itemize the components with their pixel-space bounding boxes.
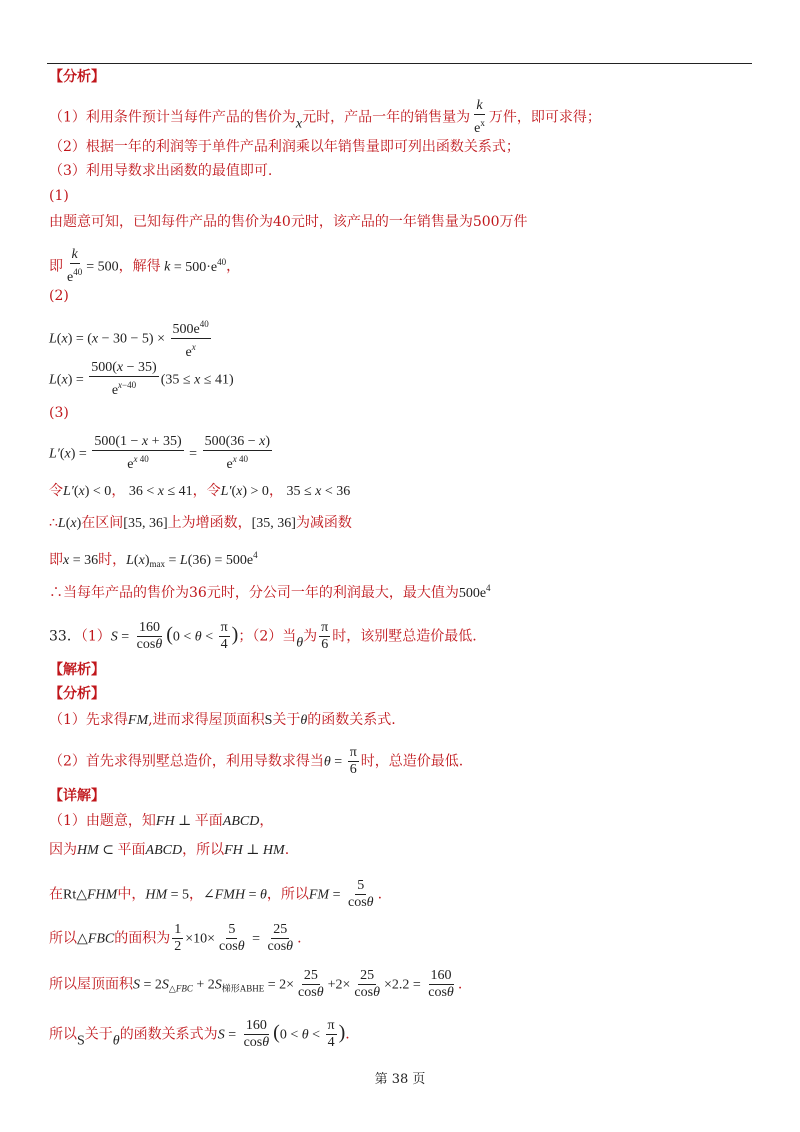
- profit-expression: L(x) = (x − 30 − 5) × $\frac{500e^{40}}{e^x}$: [49, 316, 213, 361]
- derivative-expression: L′(x) = $\frac{500(1 - x + 35)}{e^{x 40}}$ = $\frac{500(36 - x)}{e^{x 40}}$: [49, 434, 271, 472]
- detail-step-1: （1）由题意，知FH ⊥ 平面ABCD，: [49, 813, 274, 829]
- analysis-heading-2: 【分析】: [49, 686, 105, 702]
- analysis-step-2: （2）首先求得别墅总造价，利用导数求得当θ = $\frac{\pi}{6}$ 时，总造价最低.: [49, 745, 464, 777]
- detail-step-5: 所以屋顶面积$S = 2S_{\triangle FBC} + 2S_{梯形ABHE} = 2\times$ $\frac{25}{\cos\theta}$ +2× $\frac{25}{\cos\theta}$ ×2.2 = $\frac{160}{\cos\theta}$ .: [49, 968, 463, 1000]
- page-number: 第 38 页: [374, 1072, 426, 1087]
- detail-heading: 【详解】: [49, 788, 105, 804]
- analysis-step-1: （1）先求得FM,进而求得屋顶面积S关于θ的函数关系式.: [49, 712, 396, 728]
- part-2-label: (2): [49, 288, 69, 304]
- detail-step-3: 在Rt△FHM中，HM = 5，∠FMH = θ，所以FM = $\frac{5}{\cos\theta}$ .: [49, 878, 383, 910]
- maximum-value: 即x = 36时，$L(x)_{max} = L(36) = 500e^4$: [49, 550, 258, 569]
- part-3-label: (3): [49, 405, 69, 421]
- part-1-statement: 由题意可知，已知每件产品的售价为40元时，该产品的一年销售量为500万件: [49, 214, 528, 230]
- analysis-item-3: （3）利用导数求出函数的最值即可.: [49, 163, 273, 179]
- conclusion: ∴当每年产品的售价为36元时，分公司一年的利润最大，最大值为$500e^4$: [49, 583, 491, 601]
- part-1-solution: 即 $\frac{k}{e^{40}}$ = 500，解得 $k = 500\cdot e^{40}$，: [49, 247, 241, 285]
- monotonic-conditions: 令L′(x) < 0， 36 < x ≤ 41，令L′(x) > 0， 35 ≤ x < 36: [49, 483, 351, 499]
- profit-function: L(x) = $\frac{500(x - 35)}{e^{x-40}}$ (35 ≤ x ≤ 41): [49, 360, 234, 398]
- question-33-answer: 33．（1）S = $\frac{160}{\cos\theta}$ (0 < θ < $\frac{\pi}{4}$ )；（2）当θ为 $\frac{\pi}{6}$ 时，该别墅总造价最低.: [49, 620, 477, 652]
- solution-heading: 【解析】: [49, 662, 105, 678]
- detail-step-4: 所以△FBC的面积为 $\frac{1}{2}$ ×10× $\frac{5}{\cos\theta}$ = $\frac{25}{\cos\theta}$ .: [49, 922, 302, 954]
- top-rule: [47, 63, 752, 64]
- analysis-heading: 【分析】: [49, 69, 105, 85]
- monotonic-intervals: ∴L(x)在区间[35, 36]上为增函数，[35, 36]为减函数: [49, 515, 352, 531]
- detail-step-2: 因为HM ⊂ 平面ABCD，所以FH ⊥ HM.: [49, 842, 290, 858]
- detail-step-6: 所以S关于θ的函数关系式为S = $\frac{160}{\cos\theta}$ (0 < θ < $\frac{\pi}{4}$ ).: [49, 1018, 350, 1050]
- analysis-item-1: （1）利用条件预计当每件产品的售价为x元时，产品一年的销售量为 $\frac{k}{e^x}$ 万件，即可求得；: [49, 98, 601, 136]
- analysis-item-2: （2）根据一年的利润等于单件产品利润乘以年销售量即可列出函数关系式；: [49, 139, 520, 155]
- part-1-label: (1): [49, 188, 69, 204]
